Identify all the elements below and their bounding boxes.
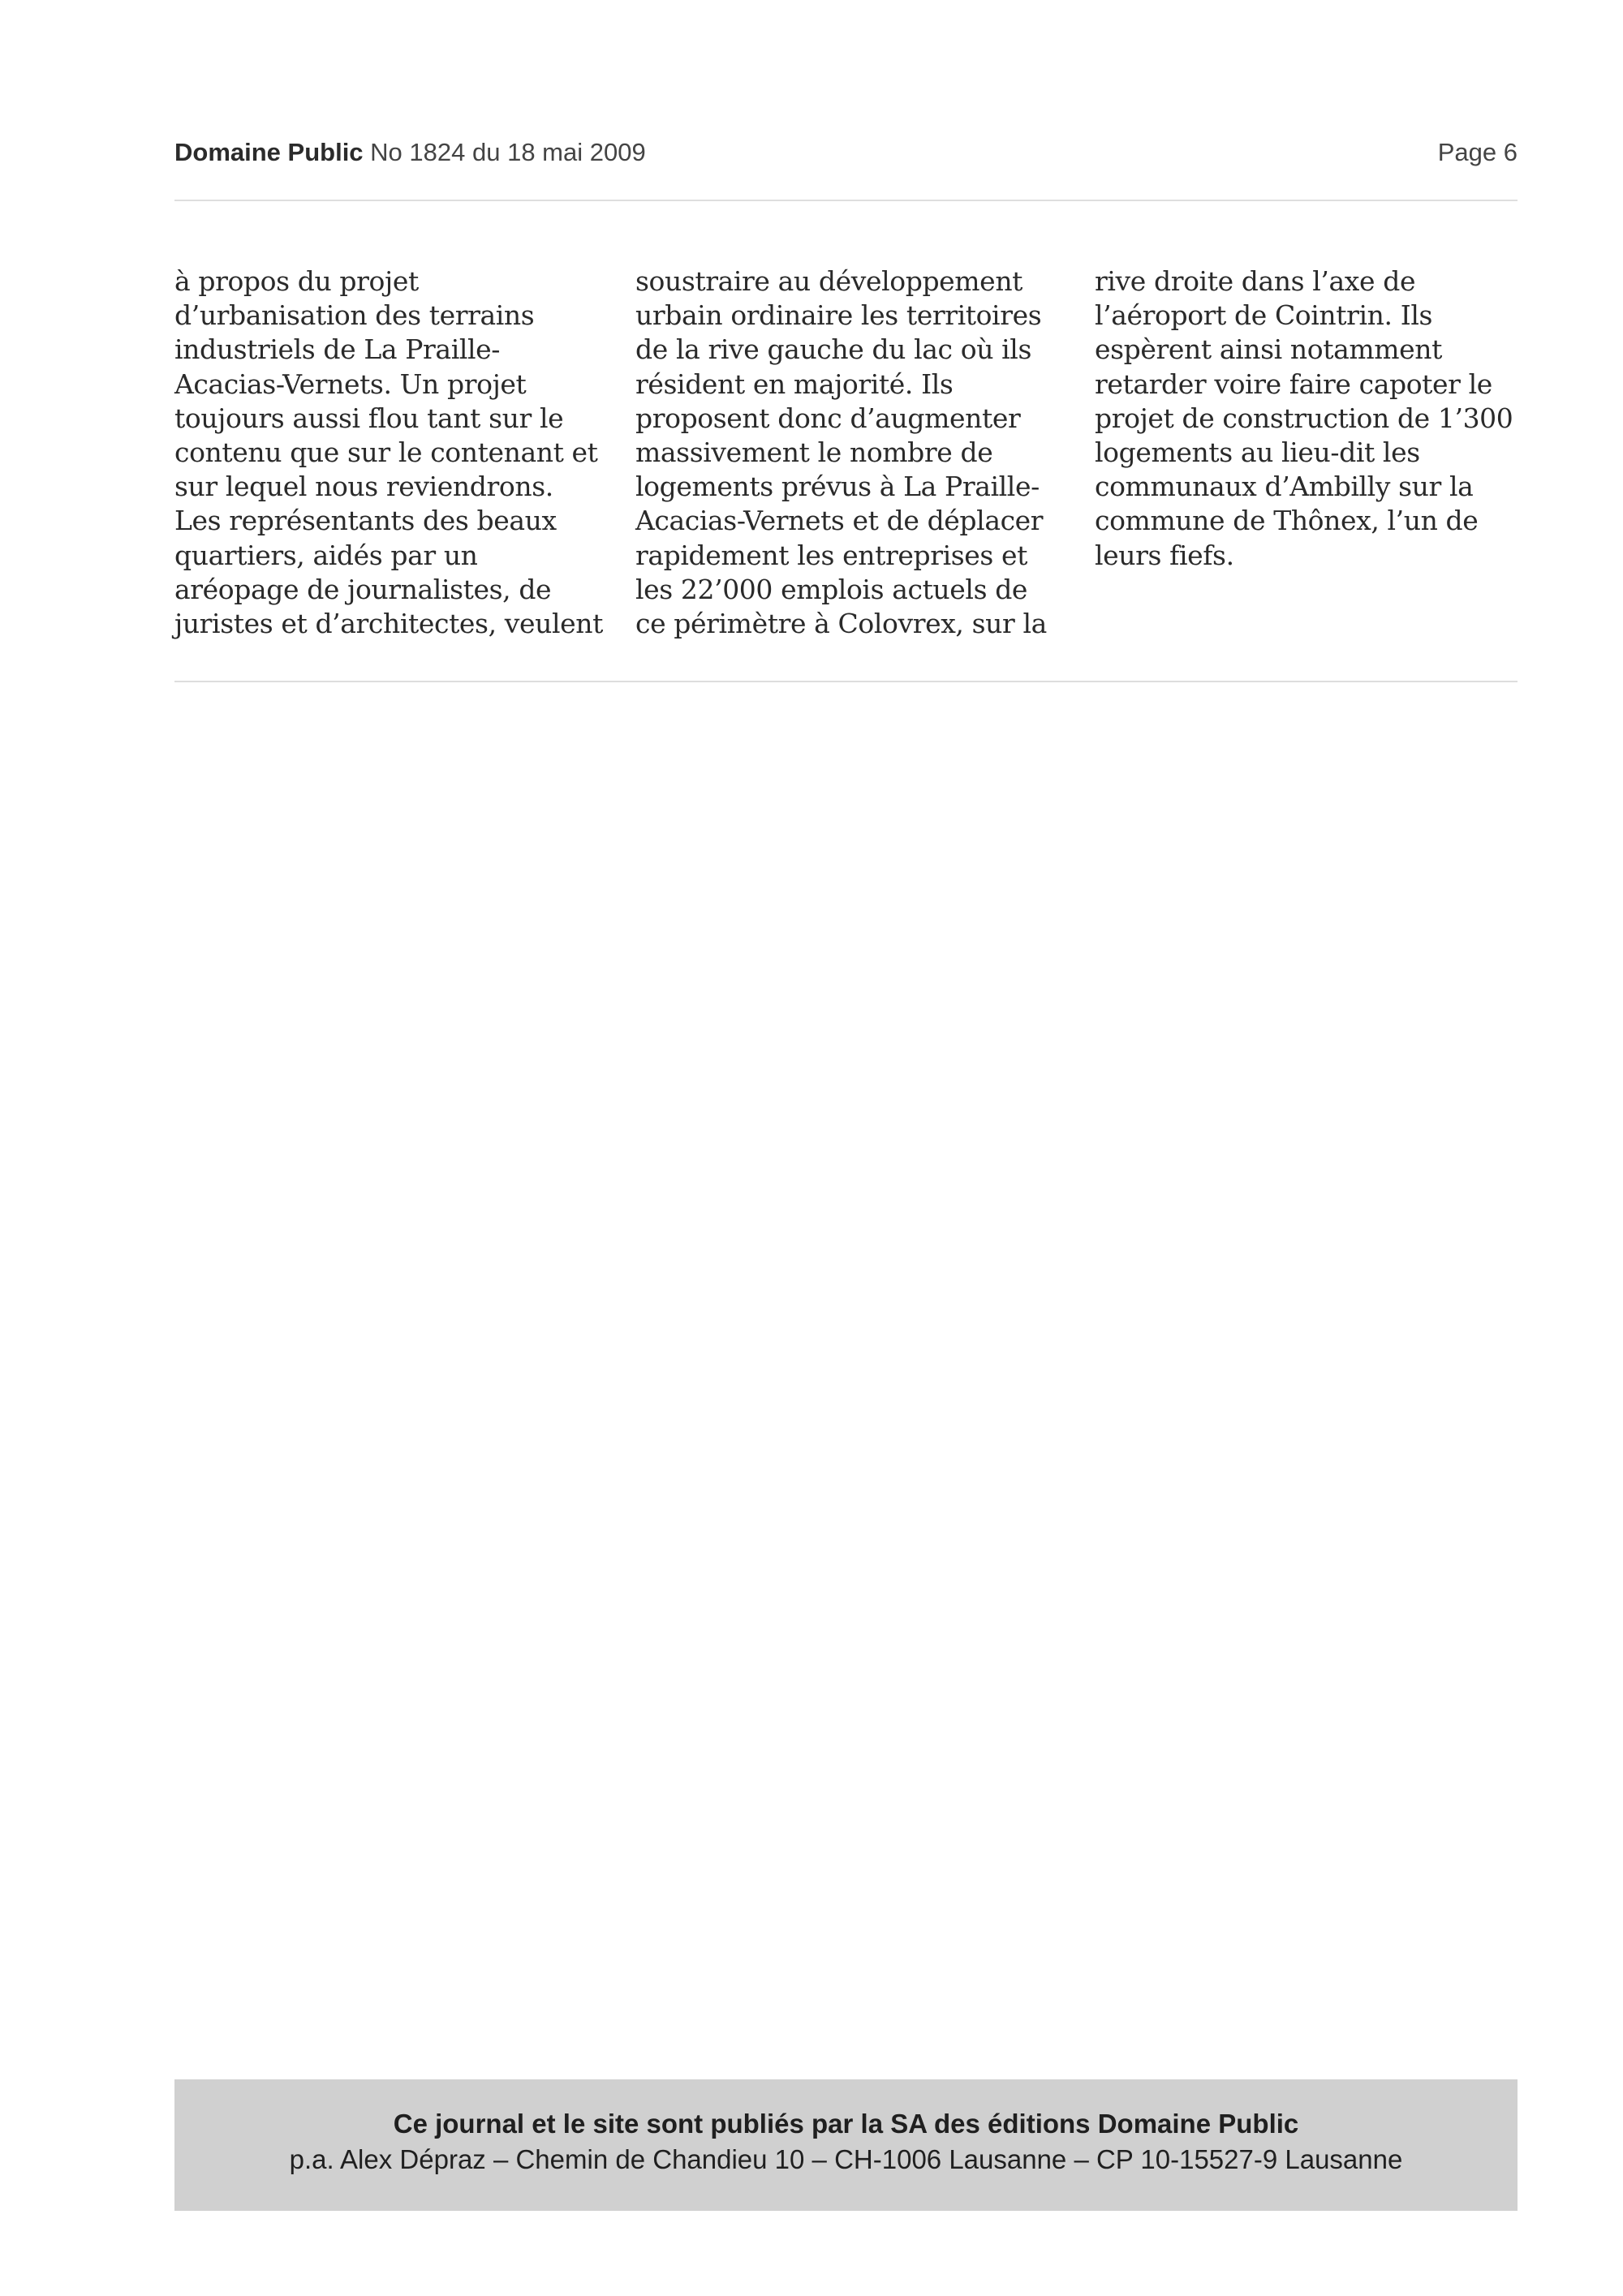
text-line: Les représentants des beaux (174, 505, 557, 537)
text-line: ce périmètre à Colovrex, sur la (635, 608, 1047, 640)
text-line: résident en majorité. Ils (635, 368, 954, 400)
text-line: urbain ordinaire les territoires (635, 299, 1042, 332)
article-column-2 (635, 264, 1047, 641)
text-line: soustraire au développement (635, 265, 1023, 297)
article-body (174, 264, 1522, 662)
text-line: projet de construction de 1’300 (1095, 402, 1513, 434)
text-line: aréopage de journalistes, de (174, 573, 552, 605)
publisher-footer (174, 2079, 1518, 2211)
text-line: à propos du projet (174, 265, 419, 297)
text-line: l’aéroport de Cointrin. Ils (1095, 299, 1433, 332)
text-line: Acacias-Vernets et de déplacer (635, 505, 1044, 537)
text-line: juristes et d’architectes, veulent (174, 608, 603, 640)
publication-name: Domaine Public (174, 138, 364, 166)
text-line: rapidement les entreprises et (635, 539, 1027, 571)
issue-info: No 1824 du 18 mai 2009 (370, 138, 646, 166)
text-line: Acacias-Vernets. Un projet (174, 368, 527, 400)
text-line: logements au lieu-dit les (1095, 436, 1420, 469)
page-number: Page 6 (1437, 138, 1518, 166)
text-line: commune de Thônex, l’un de (1095, 505, 1479, 537)
text-line: espèrent ainsi notamment (1095, 333, 1442, 366)
text-line: massivement le nombre de (635, 436, 993, 469)
text-line: leurs fiefs. (1095, 539, 1234, 571)
article-divider (174, 681, 1518, 682)
text-line: d’urbanisation des terrains (174, 299, 535, 332)
article-column-1 (174, 264, 603, 641)
text-line: toujours aussi flou tant sur le (174, 402, 564, 434)
footer-address-line: p.a. Alex Dépraz – Chemin de Chandieu 10 – CH-1006 Lausanne – CP 10-15527-9 Lausanne (289, 2144, 1403, 2174)
text-line: quartiers, aidés par un (174, 539, 478, 571)
article-column-3 (1095, 264, 1513, 573)
text-line: retarder voire faire capoter le (1095, 368, 1492, 400)
text-line: rive droite dans l’axe de (1095, 265, 1416, 297)
text-line: les 22’000 emplois actuels de (635, 573, 1028, 605)
text-line: contenu que sur le contenant et (174, 436, 598, 469)
text-line: de la rive gauche du lac où ils (635, 333, 1031, 366)
text-line: logements prévus à La Praille- (635, 471, 1040, 503)
text-line: communaux d’Ambilly sur la (1095, 471, 1474, 503)
footer-publisher-line: Ce journal et le site sont publiés par la SA des éditions Domaine Public (393, 2109, 1299, 2139)
text-line: proposent donc d’augmenter (635, 402, 1021, 434)
text-line: industriels de La Praille- (174, 333, 501, 366)
header-divider (174, 200, 1518, 201)
page-header (174, 132, 1518, 173)
text-line: sur lequel nous reviendrons. (174, 471, 553, 503)
